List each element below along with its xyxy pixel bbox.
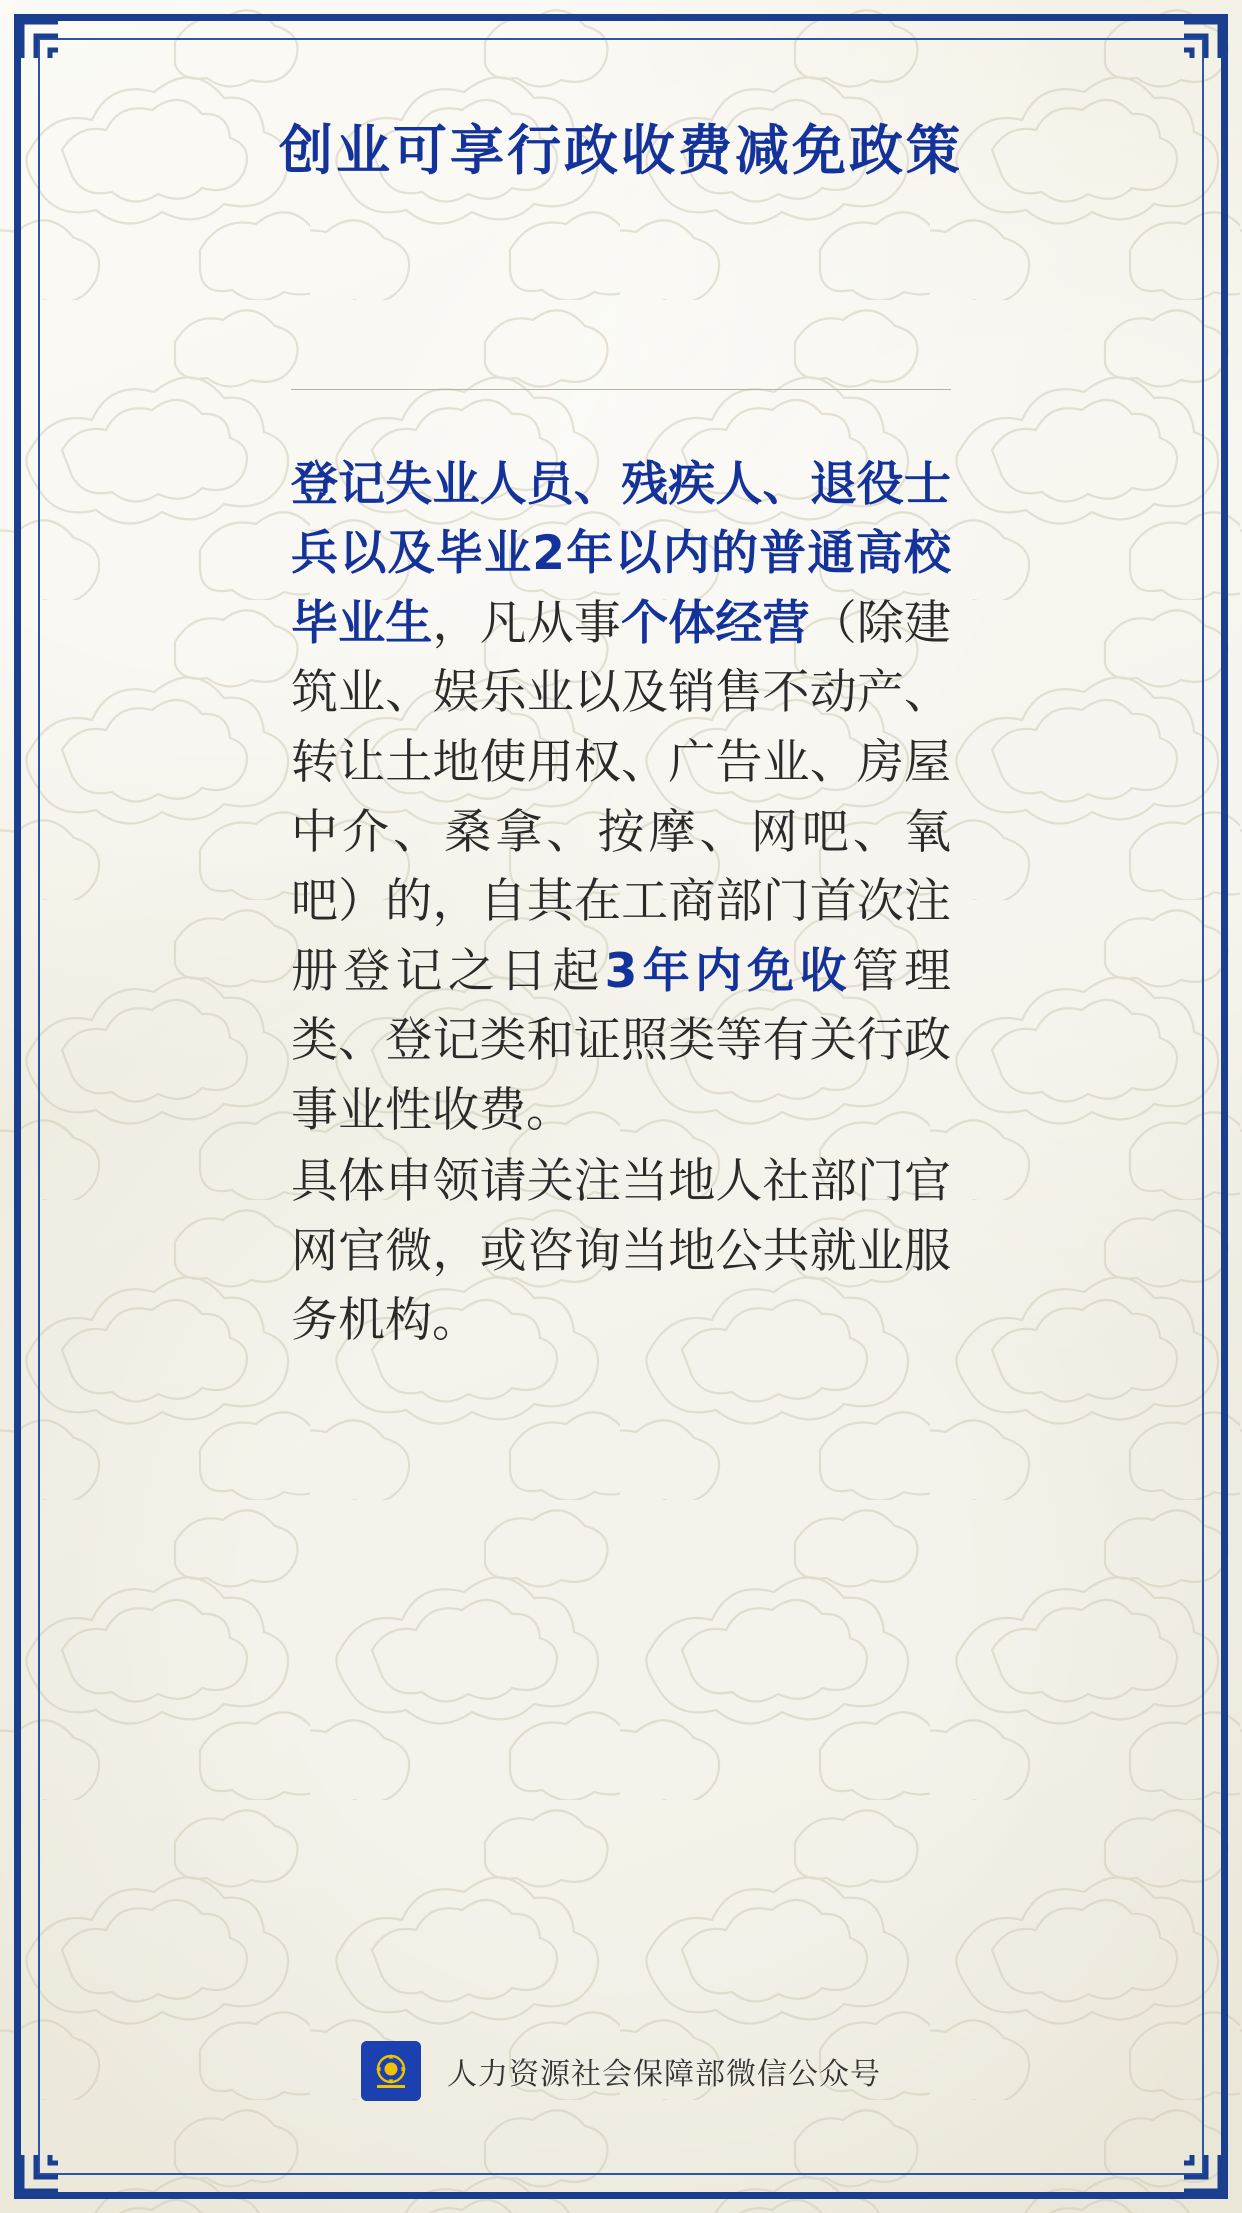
footer xyxy=(0,2041,1242,2101)
policy-text-segment-2: ，凡从事 xyxy=(432,595,622,651)
policy-eligibility-highlight: 登记失业人员、残疾人、退役士兵以及毕业2年以内的普通高校毕业生 xyxy=(291,456,951,651)
divider xyxy=(291,389,951,390)
policy-text-segment-6: 管理类、登记类和证照类等有关行政事业性收费。 xyxy=(291,943,952,1138)
national-emblem-icon xyxy=(361,2041,421,2101)
policy-paragraph-1 xyxy=(291,450,951,1145)
policy-paragraph-2: 具体申领请关注当地人社部门官网官微，或咨询当地公共就业服务机构。 xyxy=(291,1154,951,1349)
policy-business-type-highlight: 个体经营 xyxy=(621,595,810,651)
policy-text-segment-4: （除建筑业、娱乐业以及销售不动产、转让土地使用权、广告业、房屋中介、桑拿、按摩、网吧、氧吧）的，自其在工商部门首次注册登记之日起 xyxy=(291,595,952,999)
policy-exemption-highlight: 3年内免收 xyxy=(604,943,852,999)
policy-body xyxy=(291,450,951,1356)
page-title: 创业可享行政收费减免政策 xyxy=(279,118,963,182)
footer-label: 人力资源社会保障部微信公众号 xyxy=(447,2057,881,2092)
